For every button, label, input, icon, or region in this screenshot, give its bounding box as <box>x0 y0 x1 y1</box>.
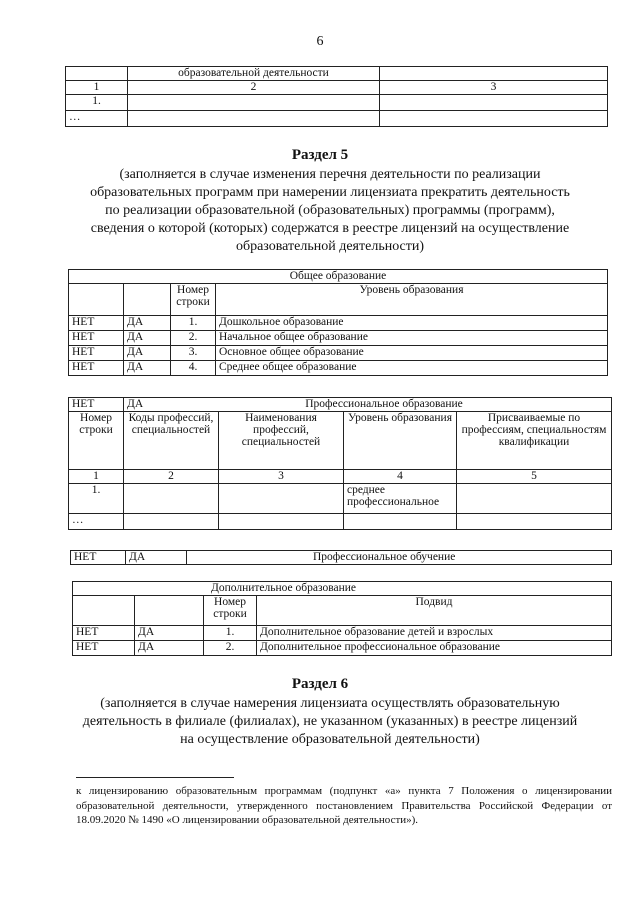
prof-ed-header-level: Уровень образования <box>344 412 457 470</box>
top-table-row-num: 1. <box>66 95 128 111</box>
prof-ed-title: Профессиональное образование <box>305 398 463 410</box>
top-table-header: образовательной деятельности <box>128 67 380 81</box>
section6-title: Раздел 6 <box>291 676 349 692</box>
table-row: НЕТ ДА 4. Среднее общее образование <box>69 361 608 376</box>
prof-ed-header-num: Номер строки <box>69 412 124 470</box>
top-table-dots: … <box>66 111 128 127</box>
table-row: НЕТ ДА 3. Основное общее образование <box>69 346 608 361</box>
no-option[interactable]: НЕТ <box>69 331 124 346</box>
no-option[interactable]: НЕТ <box>73 641 135 656</box>
additional-ed-title: Дополнительное образование <box>73 582 612 596</box>
yes-option[interactable]: ДА <box>124 316 171 331</box>
table-row: НЕТ ДА 2. Дополнительное профессиональное образование <box>73 641 612 656</box>
footnote: к лицензированию образовательным программам (подпункт «а» пункта 7 Положения о лицензировании образовательной деятельности, утвержденного постановлением Правительства Российской Федерации от 18.09.2020 № 1490 «О лицензировании образовательной деятельности»). <box>76 785 612 826</box>
prof-ed-dots: … <box>69 514 124 530</box>
top-table <box>65 66 608 127</box>
no-option[interactable]: НЕТ <box>71 551 126 565</box>
additional-ed-col-sub: Подвид <box>257 596 612 626</box>
prof-training-title: Профессиональное обучение <box>187 551 612 565</box>
professional-education-table: НЕТ ДА Профессиональное образование Номер строки Коды профессий, специальностей Наименования профессий, специальностей Уровень образования Присваиваемые по профессиям, специальностям квалификации 1 2 3 4 5 1. среднее профессиональное … <box>68 397 612 530</box>
additional-ed-col-num: Номер строки <box>204 596 257 626</box>
general-ed-col-level: Уровень образования <box>216 284 608 316</box>
yes-option[interactable]: ДА <box>124 346 171 361</box>
top-table-num-2: 2 <box>128 81 380 95</box>
page-number: 6 <box>316 34 324 49</box>
no-option[interactable]: НЕТ <box>69 398 124 412</box>
additional-education-table <box>72 581 612 656</box>
general-education-table <box>68 269 608 376</box>
prof-ed-header-codes: Коды профессий, специальностей <box>124 412 219 470</box>
prof-ed-header-qualifications: Присваиваемые по профессиям, специальностям квалификации <box>457 412 612 470</box>
table-row: НЕТ ДА 2. Начальное общее образование <box>69 331 608 346</box>
no-option[interactable]: НЕТ <box>73 626 135 641</box>
table-row: НЕТ ДА 1. Дополнительное образование детей и взрослых <box>73 626 612 641</box>
no-option[interactable]: НЕТ <box>69 316 124 331</box>
yes-option[interactable]: ДА <box>126 551 187 565</box>
yes-option[interactable]: ДА <box>127 398 144 410</box>
no-option[interactable]: НЕТ <box>69 346 124 361</box>
general-ed-col-num: Номер строки <box>171 284 216 316</box>
prof-ed-row-level: среднее профессиональное <box>344 484 457 514</box>
yes-option[interactable]: ДА <box>124 361 171 376</box>
top-table-num-1: 1 <box>66 81 128 95</box>
footnote-divider <box>76 777 234 778</box>
table-row: НЕТ ДА 1. Дошкольное образование <box>69 316 608 331</box>
general-ed-title: Общее образование <box>69 270 608 284</box>
professional-training-table <box>70 550 612 565</box>
table-row: 1. среднее профессиональное <box>69 484 612 514</box>
section5-title: Раздел 5 <box>291 147 349 163</box>
section5-text: (заполняется в случае изменения перечня деятельности по реализации образовательных программ при намерении лицензиата прекратить деятельность по реализации образовательной (образовательных) программы (программ), сведения о которой (которых) содержатся в реестре лицензий на осуществление образовательной деятельности) <box>90 167 570 254</box>
yes-option[interactable]: ДА <box>124 331 171 346</box>
yes-option[interactable]: ДА <box>135 626 204 641</box>
top-table-num-3: 3 <box>380 81 608 95</box>
yes-option[interactable]: ДА <box>135 641 204 656</box>
section6-text: (заполняется в случае намерения лицензиата осуществлять образовательную деятельность в филиале (филиалах), не указанном (указанных) в реестре лицензий на осуществление образовательной деятельности) <box>82 696 578 747</box>
no-option[interactable]: НЕТ <box>69 361 124 376</box>
prof-ed-header-names: Наименования профессий, специальностей <box>219 412 344 470</box>
